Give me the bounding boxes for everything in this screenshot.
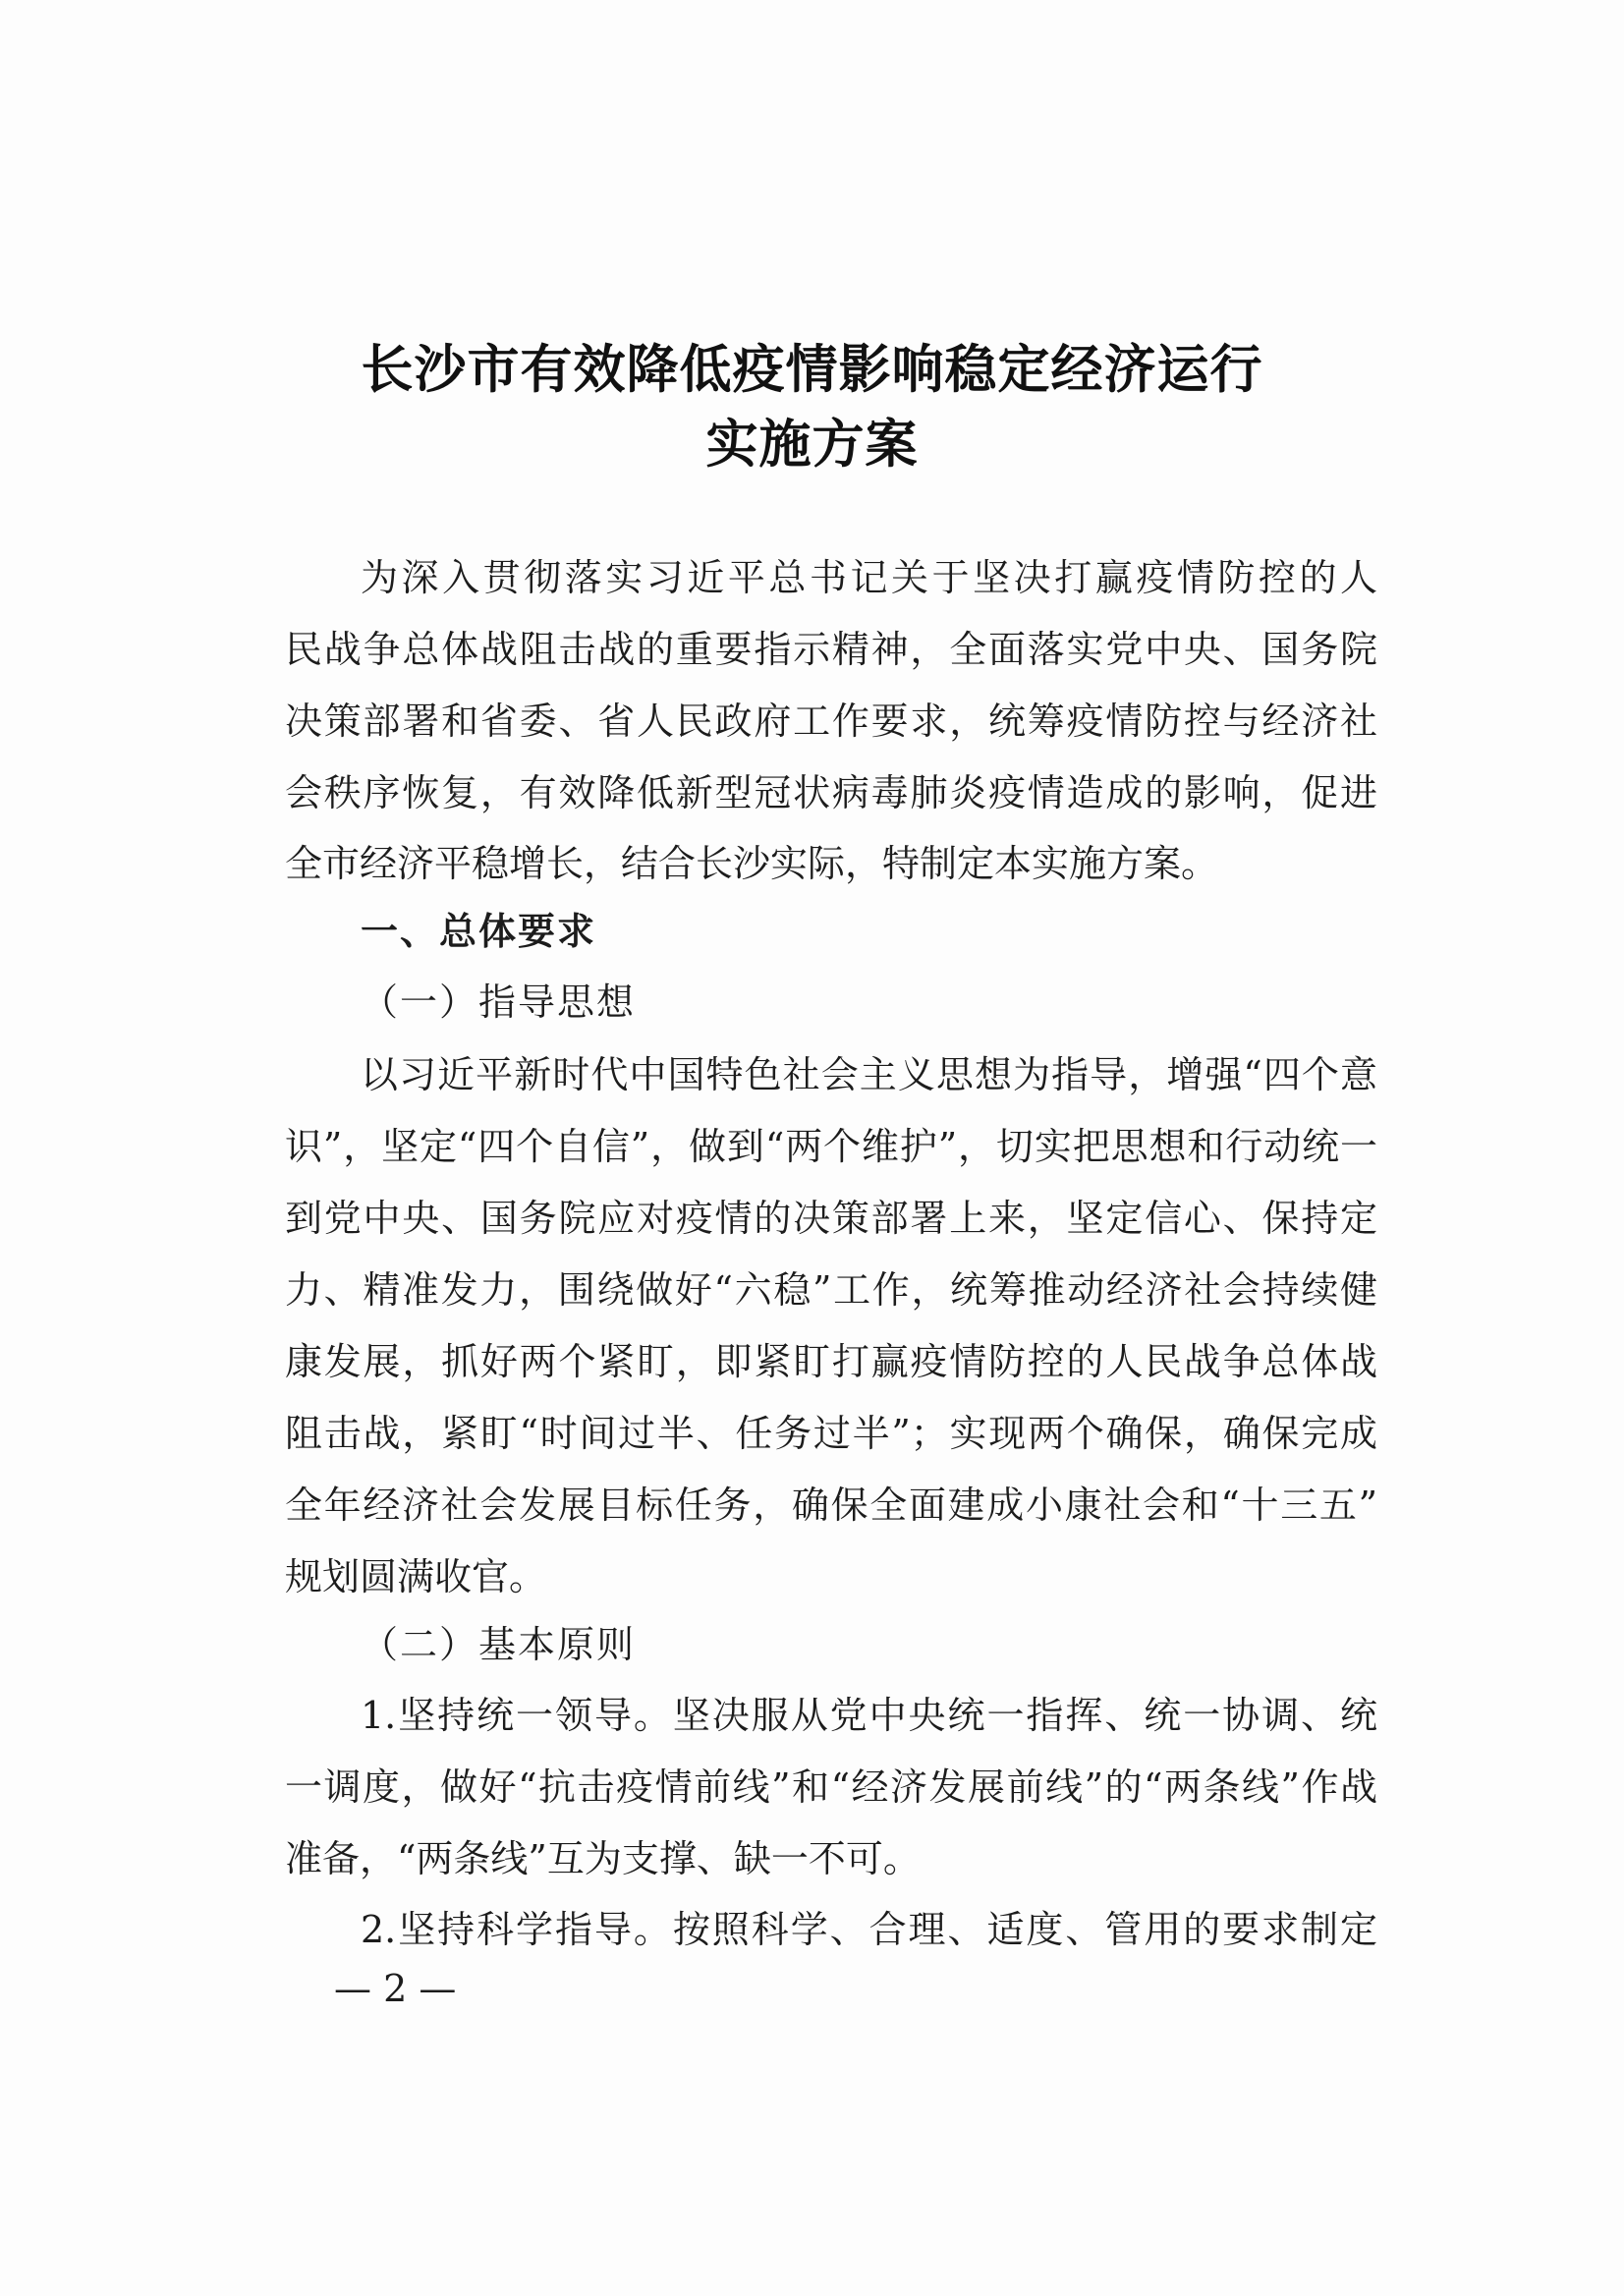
subsection-heading: （二）基本原则	[361, 1623, 637, 1666]
guiding-line: 全年经济社会发展目标任务，确保全面建成小康社会和“十三五”	[285, 1484, 1377, 1527]
guiding-line: 到党中央、国务院应对疫情的决策部署上来，坚定信心、保持定	[285, 1197, 1377, 1240]
intro-line: 全市经济平稳增长，结合长沙实际，特制定本实施方案。	[285, 842, 1219, 885]
guiding-line: 规划圆满收官。	[285, 1555, 547, 1598]
principle-line: 2.坚持科学指导。按照科学、合理、适度、管用的要求制定	[361, 1908, 1377, 1951]
page-number: — 2 —	[334, 1967, 457, 2010]
subsection-heading: （一）指导思想	[361, 980, 637, 1024]
guiding-line: 以习近平新时代中国特色社会主义思想为指导，增强“四个意	[361, 1053, 1377, 1096]
section-heading: 一、总体要求	[361, 910, 597, 953]
guiding-line: 力、精准发力，围绕做好“六稳”工作，统筹推动经济社会持续健	[285, 1268, 1377, 1312]
document-title-line-2: 实施方案	[705, 415, 919, 475]
intro-line: 民战争总体战阻击战的重要指示精神，全面落实党中央、国务院	[285, 628, 1377, 671]
intro-line: 决策部署和省委、省人民政府工作要求，统筹疫情防控与经济社	[285, 700, 1377, 743]
document-title-line-1: 长沙市有效降低疫情影响稳定经济运行	[361, 340, 1263, 400]
guiding-line: 识”，坚定“四个自信”，做到“两个维护”，切实把思想和行动统一	[285, 1125, 1377, 1168]
intro-line: 为深入贯彻落实习近平总书记关于坚决打赢疫情防控的人	[361, 556, 1377, 599]
principle-line: 1.坚持统一领导。坚决服从党中央统一指挥、统一协调、统	[361, 1694, 1377, 1737]
principle-line: 准备，“两条线”互为支撑、缺一不可。	[285, 1837, 921, 1880]
guiding-line: 阻击战，紧盯“时间过半、任务过半”；实现两个确保，确保完成	[285, 1412, 1377, 1455]
guiding-line: 康发展，抓好两个紧盯，即紧盯打赢疫情防控的人民战争总体战	[285, 1340, 1377, 1383]
intro-line: 会秩序恢复，有效降低新型冠状病毒肺炎疫情造成的影响，促进	[285, 771, 1377, 814]
principle-line: 一调度，做好“抗击疫情前线”和“经济发展前线”的“两条线”作战	[285, 1765, 1377, 1809]
